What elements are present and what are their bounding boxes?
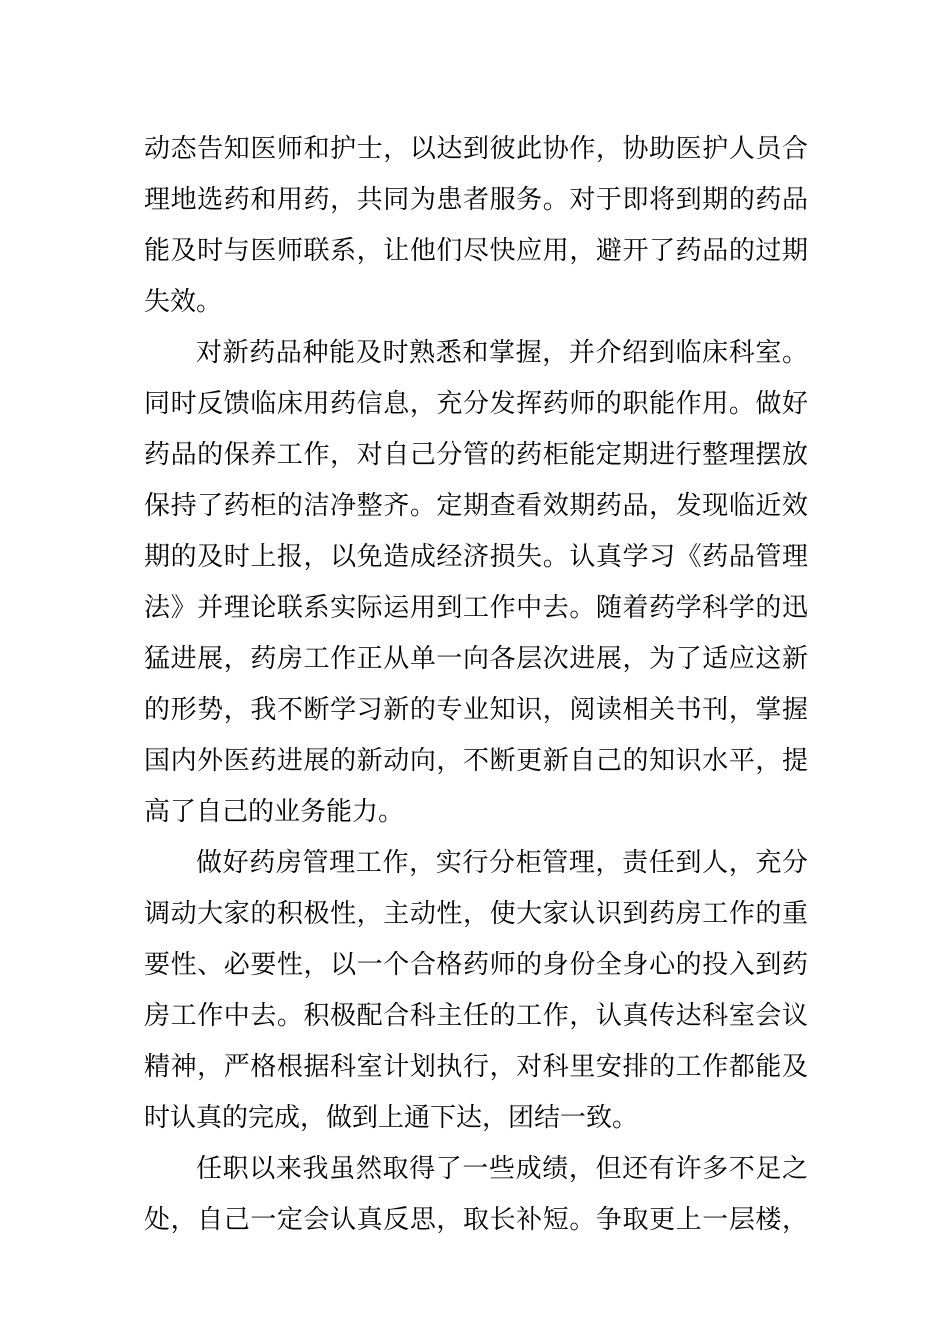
text-line: 做好药房管理工作，实行分柜管理，责任到人，充分 bbox=[196, 848, 808, 878]
text-line: 对新药品种能及时熟悉和掌握，并介绍到临床科室。 bbox=[196, 338, 808, 368]
text-line: 精神，严格根据科室计划执行，对科里安排的工作都能及 bbox=[144, 1052, 808, 1082]
text-line: 期的及时上报，以免造成经济损失。认真学习《药品管理 bbox=[144, 542, 808, 572]
text-line: 保持了药柜的洁净整齐。定期查看效期药品，发现临近效 bbox=[144, 491, 808, 521]
text-line: 调动大家的积极性，主动性，使大家认识到药房工作的重 bbox=[144, 899, 808, 929]
text-line: 猛进展，药房工作正从单一向各层次进展，为了适应这新 bbox=[144, 644, 808, 674]
text-line: 法》并理论联系实际运用到工作中去。随着药学科学的迅 bbox=[144, 593, 808, 623]
text-line: 房工作中去。积极配合科主任的工作，认真传达科室会议 bbox=[144, 1001, 808, 1031]
paragraph-1 bbox=[144, 124, 808, 328]
text-line: 失效。 bbox=[144, 287, 223, 317]
text-line: 动态告知医师和护士，以达到彼此协作，协助医护人员合 bbox=[144, 134, 808, 164]
text-line: 任职以来我虽然取得了一些成绩，但还有许多不足之 bbox=[196, 1154, 808, 1184]
document-body bbox=[144, 124, 808, 1246]
text-line: 同时反馈临床用药信息，充分发挥药师的职能作用。做好 bbox=[144, 389, 808, 419]
paragraph-3 bbox=[144, 838, 808, 1144]
text-line: 国内外医药进展的新动向，不断更新自己的知识水平，提 bbox=[144, 746, 808, 776]
paragraph-2 bbox=[144, 328, 808, 838]
text-line: 理地选药和用药，共同为患者服务。对于即将到期的药品 bbox=[144, 185, 808, 215]
text-line: 处，自己一定会认真反思，取长补短。争取更上一层楼， bbox=[144, 1205, 808, 1235]
text-line: 时认真的完成，做到上通下达，团结一致。 bbox=[144, 1103, 639, 1133]
text-line: 高了自己的业务能力。 bbox=[144, 797, 405, 827]
text-line: 药品的保养工作，对自己分管的药柜能定期进行整理摆放 bbox=[144, 440, 808, 470]
text-line: 要性、必要性，以一个合格药师的身份全身心的投入到药 bbox=[144, 950, 808, 980]
text-line: 能及时与医师联系，让他们尽快应用，避开了药品的过期 bbox=[144, 236, 808, 266]
text-line: 的形势，我不断学习新的专业知识，阅读相关书刊，掌握 bbox=[144, 695, 808, 725]
paragraph-4 bbox=[144, 1144, 808, 1246]
